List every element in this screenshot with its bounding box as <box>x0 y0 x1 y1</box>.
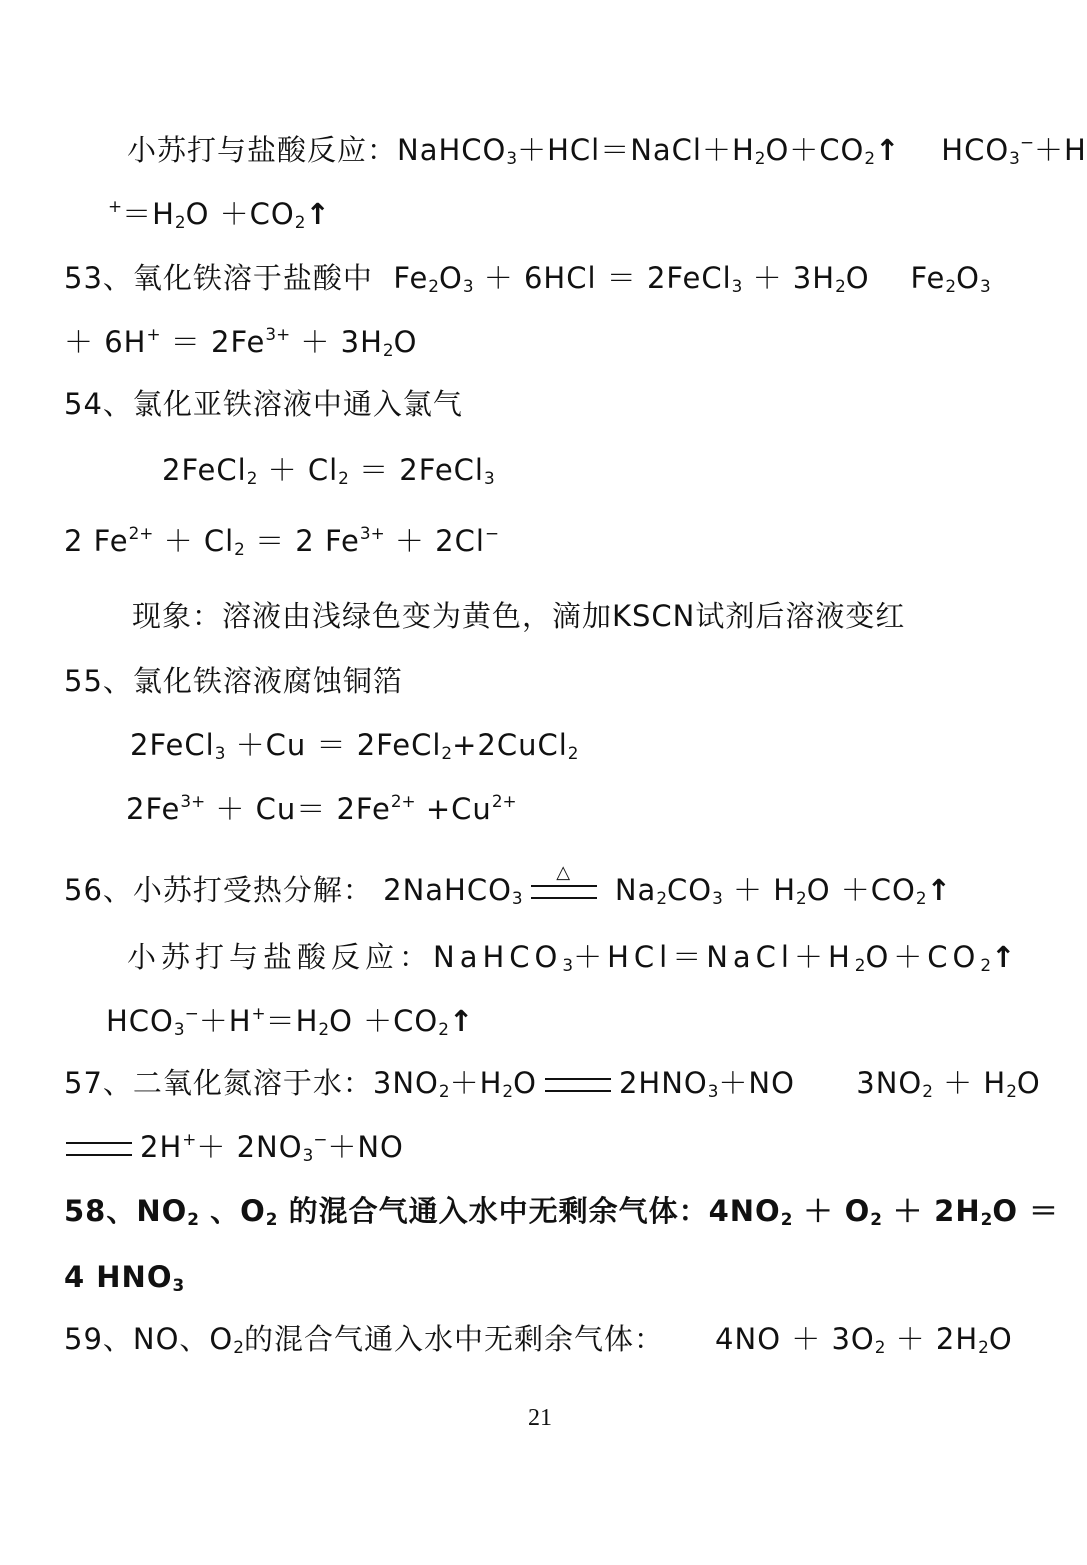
item-55-heading <box>64 661 403 701</box>
item-59-no-o2: 59、NO、$O_2$的混合气通入水中无剩余气体： $4NO + 3O_2 + 2H_2O$ <box>64 1322 1013 1358</box>
ionic-equation-continuation: $^+=H_2O$ $+CO_2↑$ <box>108 196 331 233</box>
item-54-ionic-equation: 2 $Fe^{2+} + Cl_2 = 2$ $Fe^{3+} + 2Cl^-$ <box>64 523 499 560</box>
gas-arrow-icon: ↑ <box>448 1004 475 1038</box>
gas-arrow-icon: ↑ <box>875 133 901 167</box>
gas-arrow-icon: ↑ <box>305 197 331 231</box>
line-label: 小苏打与盐酸反应： <box>127 940 434 974</box>
item-57-no2-water: 57、二氧化氮溶于水：$3NO_2+H_2O$ $2HNO_3+NO$ $3NO_2 + H_2O$ <box>64 1066 1041 1102</box>
item-56-label: 56、小苏打受热分解： <box>64 873 373 907</box>
double-equals-sign <box>545 1078 611 1092</box>
item-55-equation: 2FeCl$_3$ ＋Cu ＝ 2FeCl$_2$+2CuCl$_2$ <box>130 728 579 764</box>
item-58-product: 4 $HNO_3$ <box>64 1260 185 1296</box>
item-56-ionic-equation: $HCO_3^-+H^+=H_2O$ $+CO_2↑$ <box>106 1003 475 1040</box>
item-58-no2-o2: 58、$NO_2$ 、$O_2$ 的混合气通入水中无剩余气体：$4NO_2 + O_2 + 2H_2O$ ＝ <box>64 1194 1060 1230</box>
page-number: 21 <box>528 1405 552 1431</box>
heat-icon: △ <box>556 862 572 883</box>
double-equals-sign <box>66 1142 132 1156</box>
item-53-label: 53、氧化铁溶于盐酸中 <box>64 261 373 295</box>
item-56-decomposition: 56、小苏打受热分解： 2NaHCO$_3$ △ $Na_2CO_3 + H_2O$ $+CO_2↑$ <box>64 862 952 909</box>
item-58-text: 的混合气通入水中无剩余气体： <box>288 1194 709 1228</box>
item-56-hcl-reaction: 小苏打与盐酸反应：$NaHCO_3+HCl=NaCl+H_2O+CO_2↑$ <box>127 940 1021 976</box>
item-55-ionic-equation: $2Fe^{3+} + Cu= 2Fe^{2+} +Cu^{2+}$ <box>126 791 517 826</box>
item-55-label: 55、氯化铁溶液腐蚀铜箔 <box>64 664 403 698</box>
item-53-ferric-oxide-hcl: 53、氧化铁溶于盐酸中 $Fe_2O_3 + 6HCl$ ＝ 2FeCl$_3$ ＋ $3H_2O$ $Fe_2O_3$ <box>64 261 991 297</box>
item-54-label: 54、氯化亚铁溶液中通入氯气 <box>64 387 463 421</box>
item-58-label: 58、 <box>64 1194 137 1228</box>
item-57-ionic-equation: $2H^++ 2NO_3^-+NO$ <box>58 1127 404 1167</box>
reaction-line-sodabicarb-hcl: 小苏打与盐酸反应：$NaHCO_3+HCl=NaCl+H_2O+CO_2↑$ $HCO_3^-+H$ <box>127 132 1087 169</box>
phenomenon-text: 现象：溶液由浅绿色变为黄色，滴加KSCN试剂后溶液变红 <box>132 599 906 633</box>
item-54-equation: 2FeCl$_2$ ＋ $Cl_2$ ＝ 2FeCl$_3$ <box>162 453 495 489</box>
gas-arrow-icon: ↑ <box>991 940 1021 974</box>
item-59-label: 59、NO、O <box>64 1322 234 1356</box>
item-54-phenomenon <box>132 596 905 636</box>
item-57-label: 57、二氧化氮溶于水： <box>64 1066 373 1100</box>
item-54-heading <box>64 384 463 424</box>
heated-equals-sign <box>531 862 597 899</box>
line-label: 小苏打与盐酸反应： <box>127 133 398 167</box>
item-59-text: 的混合气通入水中无剩余气体： <box>243 1322 664 1356</box>
item-53-ionic-equation: ＋ $6H^+ = 2Fe^{3+} + 3H_2O$ <box>64 324 418 361</box>
gas-arrow-icon: ↑ <box>926 873 952 907</box>
